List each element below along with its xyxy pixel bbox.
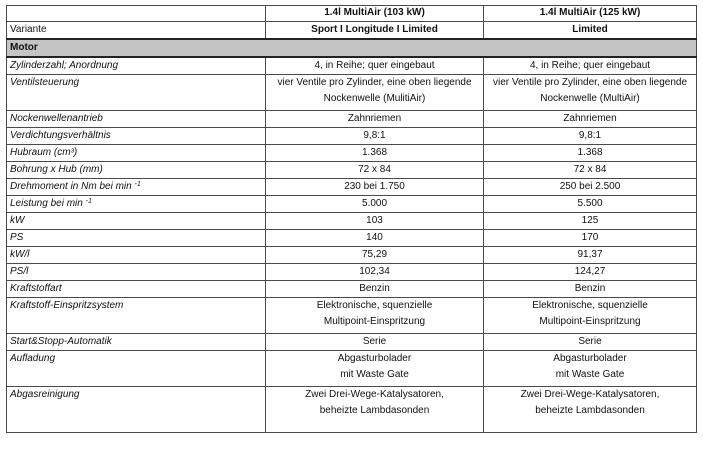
row-label-text: Drehmoment in Nm bei min — [10, 181, 132, 192]
row-value-col2: 5.500 — [484, 196, 697, 213]
row-label-superscript: -1 — [134, 181, 141, 188]
row-value-line: mit Waste Gate — [340, 368, 409, 380]
row-label: Ventilsteuerung — [7, 75, 266, 111]
row-label: Abgasreinigung — [7, 387, 266, 433]
row-label: Start&Stopp-Automatik — [7, 334, 266, 351]
table-row — [7, 57, 697, 75]
table-row — [7, 247, 697, 264]
row-value-line: beheizte Lambdasonden — [535, 404, 645, 416]
table-row — [7, 230, 697, 247]
row-value-col1: 9,8:1 — [266, 128, 484, 145]
header-row-engine — [7, 6, 697, 22]
variant-label: Variante — [7, 22, 266, 40]
row-value-line: Abgasturbolader — [553, 353, 627, 364]
row-value-col2: Serie — [484, 334, 697, 351]
section-row-motor — [7, 39, 697, 57]
header-row-trim — [7, 22, 697, 40]
table-row — [7, 387, 697, 433]
row-label: Nockenwellenantrieb — [7, 111, 266, 128]
row-value-col2: 125 — [484, 213, 697, 230]
row-value-col1: Zahnriemen — [266, 111, 484, 128]
col2-engine-header: 1.4l MultiAir (125 kW) — [484, 6, 697, 22]
row-value-col2: 1.368 — [484, 145, 697, 162]
table-row — [7, 281, 697, 298]
table-row — [7, 128, 697, 145]
header-empty-cell — [7, 6, 266, 22]
row-label-text: Leistung bei min — [10, 198, 83, 209]
row-value-line: Nockenwelle (MultiAir) — [540, 92, 640, 104]
row-value-col2: 72 x 84 — [484, 162, 697, 179]
row-value-line: beheizte Lambdasonden — [319, 404, 430, 416]
row-value-line: Zwei Drei-Wege-Katalysatoren, — [520, 389, 660, 400]
row-value-line: vier Ventile pro Zylinder, eine oben liegende — [277, 77, 472, 88]
row-value-line: Multipoint-Einspritzung — [539, 315, 641, 327]
col1-trim-header: Sport I Longitude I Limited — [266, 22, 484, 40]
row-value-col1: 5.000 — [266, 196, 484, 213]
row-value-line: Abgasturbolader — [337, 353, 412, 364]
row-value-col2: 9,8:1 — [484, 128, 697, 145]
table-row — [7, 351, 697, 387]
table-row — [7, 334, 697, 351]
row-value-col1: 75,29 — [266, 247, 484, 264]
table-row — [7, 162, 697, 179]
engine-spec-table — [6, 5, 697, 433]
row-value-col1: Serie — [266, 334, 484, 351]
row-label: Kraftstoffart — [7, 281, 266, 298]
table-row — [7, 145, 697, 162]
row-value-col1: 4, in Reihe; quer eingebaut — [266, 57, 484, 75]
row-value-line: Multipoint-Einspritzung — [323, 315, 426, 327]
row-label — [7, 179, 266, 196]
row-label: PS — [7, 230, 266, 247]
row-value-line: vier Ventile pro Zylinder, eine oben liegende — [492, 77, 688, 88]
table-row — [7, 111, 697, 128]
row-value-col1: 72 x 84 — [266, 162, 484, 179]
row-value-col2: 4, in Reihe; quer eingebaut — [484, 57, 697, 75]
row-label: PS/l — [7, 264, 266, 281]
table-row — [7, 196, 697, 213]
table-row — [7, 179, 697, 196]
row-value-col2: 91,37 — [484, 247, 697, 264]
row-label: Kraftstoff-Einspritzsystem — [7, 298, 266, 334]
row-label: kW — [7, 213, 266, 230]
row-value-line: mit Waste Gate — [555, 368, 625, 380]
row-value-col1 — [266, 75, 484, 111]
row-value-col2: 170 — [484, 230, 697, 247]
row-value-col1: 102,34 — [266, 264, 484, 281]
row-label: kW/l — [7, 247, 266, 264]
row-value-line: Elektronische, squenzielle — [532, 300, 648, 311]
row-value-col1: 103 — [266, 213, 484, 230]
row-value-col1: Benzin — [266, 281, 484, 298]
row-label: Aufladung — [7, 351, 266, 387]
section-title: Motor — [7, 39, 697, 57]
table-row — [7, 213, 697, 230]
row-value-col2: 124,27 — [484, 264, 697, 281]
row-label: Zylinderzahl; Anordnung — [7, 57, 266, 75]
col2-trim-header: Limited — [484, 22, 697, 40]
row-value-col1 — [266, 351, 484, 387]
row-value-col2 — [484, 387, 697, 433]
table-row — [7, 298, 697, 334]
row-value-col2 — [484, 298, 697, 334]
col1-engine-header: 1.4l MultiAir (103 kW) — [266, 6, 484, 22]
row-label: Hubraum (cm³) — [7, 145, 266, 162]
table-row — [7, 75, 697, 111]
row-value-col1 — [266, 387, 484, 433]
row-value-line: Elektronische, squenzielle — [316, 300, 433, 311]
row-value-col2: Benzin — [484, 281, 697, 298]
row-value-col2 — [484, 75, 697, 111]
row-value-col1: 140 — [266, 230, 484, 247]
row-value-col2: 250 bei 2.500 — [484, 179, 697, 196]
row-label: Bohrung x Hub (mm) — [7, 162, 266, 179]
row-value-line: Zwei Drei-Wege-Katalysatoren, — [305, 389, 444, 400]
table-row — [7, 264, 697, 281]
row-value-col1: 1.368 — [266, 145, 484, 162]
row-value-col2 — [484, 351, 697, 387]
row-value-col1 — [266, 298, 484, 334]
row-label-superscript: -1 — [85, 198, 92, 205]
row-value-col1: 230 bei 1.750 — [266, 179, 484, 196]
row-value-line: Nockenwelle (MulitiAir) — [323, 92, 426, 104]
row-label: Verdichtungsverhältnis — [7, 128, 266, 145]
row-label — [7, 196, 266, 213]
row-value-col2: Zahnriemen — [484, 111, 697, 128]
